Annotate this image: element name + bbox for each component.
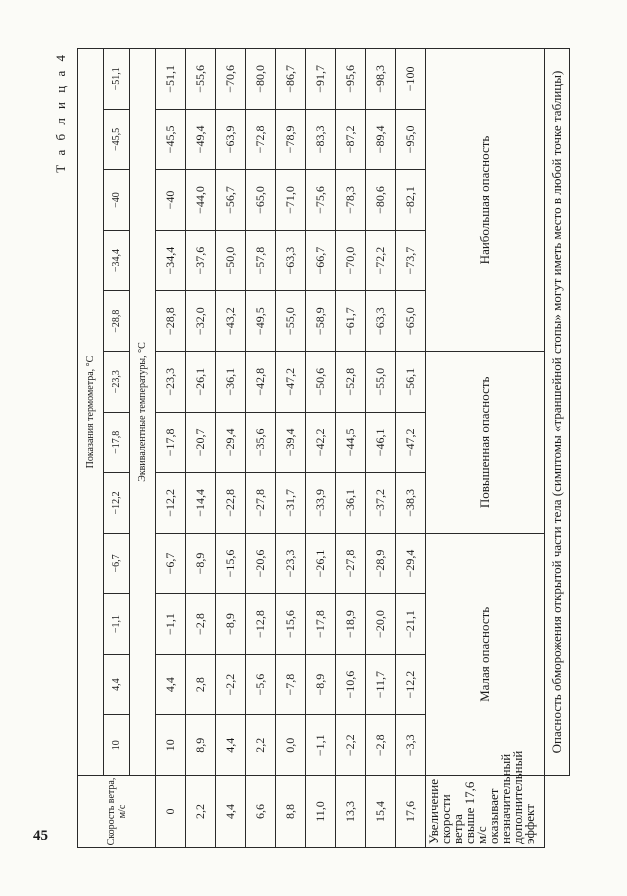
equivalent-temp-cell: −2,8 xyxy=(186,594,216,655)
equivalent-temp-cell: −37,2 xyxy=(366,473,396,534)
equivalent-temp-cell: −6,7 xyxy=(156,533,186,594)
equivalent-temp-cell: −80,0 xyxy=(246,49,276,110)
equivalent-temp-cell: −17,8 xyxy=(156,412,186,473)
equivalent-temp-cell: −51,1 xyxy=(156,49,186,110)
thermometer-header: Показания термометра, °С xyxy=(78,49,104,776)
equivalent-temp-cell: −91,7 xyxy=(306,49,336,110)
equivalent-temp-cell: −29,4 xyxy=(396,533,426,594)
equivalent-temp-cell: −52,8 xyxy=(336,351,366,412)
equivalent-temp-cell: −56,1 xyxy=(396,351,426,412)
zone-elevated: Повышенная опасность xyxy=(426,351,545,533)
wind-speed-cell: 11,0 xyxy=(306,776,336,848)
equivalent-temp-cell: −29,4 xyxy=(216,412,246,473)
equivalent-temp-cell: −12,8 xyxy=(246,594,276,655)
equivalent-temp-cell: 2,2 xyxy=(246,715,276,776)
equivalent-temp-cell: −83,3 xyxy=(306,109,336,170)
equivalent-temp-cell: −39,4 xyxy=(276,412,306,473)
equivalent-temp-cell: 8,9 xyxy=(186,715,216,776)
equivalent-temp-cell: −14,4 xyxy=(186,473,216,534)
wind-speed-cell: 13,3 xyxy=(336,776,366,848)
wind-speed-cell: 6,6 xyxy=(246,776,276,848)
table-row xyxy=(246,49,276,848)
windchill-table xyxy=(77,48,570,848)
equivalent-temp-cell: −11,7 xyxy=(366,654,396,715)
table-row xyxy=(186,49,216,848)
equivalent-temp-cell: −15,6 xyxy=(276,594,306,655)
equivalent-temp-cell: −72,8 xyxy=(246,109,276,170)
equivalent-temp-cell: −23,3 xyxy=(156,351,186,412)
thermometer-value: −1,1 xyxy=(104,594,130,655)
equivalent-temp-cell: −8,9 xyxy=(216,594,246,655)
thermometer-value: −45,5 xyxy=(104,109,130,170)
equivalent-temp-cell: −80,6 xyxy=(366,170,396,231)
equivalent-temp-cell: −8,9 xyxy=(186,533,216,594)
equivalent-temp-cell: −42,2 xyxy=(306,412,336,473)
table-body xyxy=(156,49,426,848)
equivalent-temp-cell: 0,0 xyxy=(276,715,306,776)
page-number: 45 xyxy=(33,828,48,844)
equivalent-temp-cell: −7,8 xyxy=(276,654,306,715)
equivalent-temp-cell: −50,0 xyxy=(216,230,246,291)
equivalent-temp-cell: −61,7 xyxy=(336,291,366,352)
table-row xyxy=(336,49,366,848)
equivalent-temp-cell: −2,8 xyxy=(366,715,396,776)
wind-speed-cell: 15,4 xyxy=(366,776,396,848)
thermometer-value: 10 xyxy=(104,715,130,776)
thermometer-value: −23,3 xyxy=(104,351,130,412)
equivalent-temp-cell: −55,0 xyxy=(366,351,396,412)
equivalent-temp-cell: −86,7 xyxy=(276,49,306,110)
equivalent-temp-cell: −44,5 xyxy=(336,412,366,473)
equivalent-temp-cell: −23,3 xyxy=(276,533,306,594)
equivalent-temp-cell: −17,8 xyxy=(306,594,336,655)
thermometer-value: 4,4 xyxy=(104,654,130,715)
equivalent-temp-cell: −38,3 xyxy=(396,473,426,534)
thermometer-value: −34,4 xyxy=(104,230,130,291)
thermometer-value: −28,8 xyxy=(104,291,130,352)
wind-note: Увеличение скорости ветра свыше 17,6 м/с оказывает незначительный дополнительный эффект xyxy=(426,776,545,848)
equivalent-temp-cell: 4,4 xyxy=(216,715,246,776)
equivalent-temp-cell: −27,8 xyxy=(336,533,366,594)
equivalent-header: Эквивалентные температуры, °С xyxy=(130,49,156,776)
equivalent-temp-cell: −66,7 xyxy=(306,230,336,291)
equivalent-temp-cell: −22,8 xyxy=(216,473,246,534)
table-row xyxy=(216,49,246,848)
thermometer-value: −40 xyxy=(104,170,130,231)
wind-speed-cell: 4,4 xyxy=(216,776,246,848)
equivalent-temp-cell: −73,7 xyxy=(396,230,426,291)
equivalent-temp-cell: −78,9 xyxy=(276,109,306,170)
equivalent-temp-cell: −63,3 xyxy=(366,291,396,352)
equivalent-temp-cell: −70,6 xyxy=(216,49,246,110)
equivalent-temp-cell: −36,1 xyxy=(216,351,246,412)
equivalent-temp-cell: −72,2 xyxy=(366,230,396,291)
footer-blank xyxy=(545,776,570,848)
thermometer-value: −12,2 xyxy=(104,473,130,534)
wind-speed-cell: 8,8 xyxy=(276,776,306,848)
thermometer-value: −51,1 xyxy=(104,49,130,110)
equivalent-temp-cell: −47,2 xyxy=(276,351,306,412)
equivalent-temp-cell: −57,8 xyxy=(246,230,276,291)
equivalent-temp-cell: −82,1 xyxy=(396,170,426,231)
equivalent-temp-cell: 10 xyxy=(156,715,186,776)
thermometer-values-row xyxy=(104,49,130,848)
equivalent-temp-cell: −42,8 xyxy=(246,351,276,412)
equivalent-temp-cell: −95,0 xyxy=(396,109,426,170)
equivalent-temp-cell: −20,0 xyxy=(366,594,396,655)
equivalent-temp-cell: −18,9 xyxy=(336,594,366,655)
equivalent-temp-cell: −3,3 xyxy=(396,715,426,776)
table-row xyxy=(276,49,306,848)
equivalent-temp-cell: −95,6 xyxy=(336,49,366,110)
equivalent-temp-cell: −12,2 xyxy=(396,654,426,715)
equivalent-temp-cell: −1,1 xyxy=(156,594,186,655)
equivalent-temp-cell: −63,9 xyxy=(216,109,246,170)
equivalent-temp-cell: −55,0 xyxy=(276,291,306,352)
equivalent-temp-cell: −15,6 xyxy=(216,533,246,594)
equivalent-temp-cell: −12,2 xyxy=(156,473,186,534)
footer-note: Опасность обморожения открытой части тела (симптомы «траншейной стопы» могут иметь место в любой точке таблицы) xyxy=(545,49,570,776)
equivalent-temp-cell: −75,6 xyxy=(306,170,336,231)
equivalent-temp-cell: −71,0 xyxy=(276,170,306,231)
equivalent-temp-cell: −49,4 xyxy=(186,109,216,170)
equivalent-temp-cell: −27,8 xyxy=(246,473,276,534)
equivalent-temp-cell: −98,3 xyxy=(366,49,396,110)
equivalent-temp-cell: −78,3 xyxy=(336,170,366,231)
equivalent-temp-cell: −46,1 xyxy=(366,412,396,473)
rotated-page-content xyxy=(53,48,573,848)
wind-speed-header: Скорость ветра, м/с xyxy=(78,776,156,848)
equivalent-temp-cell: −26,1 xyxy=(186,351,216,412)
equivalent-temp-cell: −65,0 xyxy=(246,170,276,231)
equivalent-temp-cell: −32,0 xyxy=(186,291,216,352)
equivalent-temp-cell: 2,8 xyxy=(186,654,216,715)
table-row xyxy=(396,49,426,848)
equivalent-temp-cell: −100 xyxy=(396,49,426,110)
equivalent-temp-cell: −31,7 xyxy=(276,473,306,534)
equivalent-temp-cell: −36,1 xyxy=(336,473,366,534)
equivalent-temp-cell: −8,9 xyxy=(306,654,336,715)
equivalent-temp-cell: −2,2 xyxy=(216,654,246,715)
equivalent-temp-cell: −2,2 xyxy=(336,715,366,776)
wind-speed-cell: 2,2 xyxy=(186,776,216,848)
equivalent-temp-cell: −10,6 xyxy=(336,654,366,715)
equivalent-temp-cell: −47,2 xyxy=(396,412,426,473)
equivalent-temp-cell: −20,6 xyxy=(246,533,276,594)
zone-low: Малая опасность xyxy=(426,533,545,775)
equivalent-temp-cell: −65,0 xyxy=(396,291,426,352)
equivalent-temp-cell: −40 xyxy=(156,170,186,231)
equivalent-temp-cell: −35,6 xyxy=(246,412,276,473)
equivalent-temp-cell: −49,5 xyxy=(246,291,276,352)
equivalent-temp-cell: −70,0 xyxy=(336,230,366,291)
table-row xyxy=(156,49,186,848)
thermometer-value: −17,8 xyxy=(104,412,130,473)
equivalent-temp-cell: −26,1 xyxy=(306,533,336,594)
wind-speed-cell: 17,6 xyxy=(396,776,426,848)
equivalent-temp-cell: −89,4 xyxy=(366,109,396,170)
equivalent-temp-cell: 4,4 xyxy=(156,654,186,715)
equivalent-temp-cell: −37,6 xyxy=(186,230,216,291)
equivalent-temp-cell: −21,1 xyxy=(396,594,426,655)
equivalent-temp-cell: −28,8 xyxy=(156,291,186,352)
equivalent-temp-cell: −63,3 xyxy=(276,230,306,291)
table-label: Т а б л и ц а 4 xyxy=(53,52,68,173)
table-row xyxy=(306,49,336,848)
equivalent-temp-cell: −58,9 xyxy=(306,291,336,352)
equivalent-temp-cell: −34,4 xyxy=(156,230,186,291)
equivalent-temp-cell: −20,7 xyxy=(186,412,216,473)
equivalent-temp-cell: −43,2 xyxy=(216,291,246,352)
equivalent-temp-cell: −5,6 xyxy=(246,654,276,715)
zone-highest: Наибольшая опасность xyxy=(426,49,545,352)
equivalent-temp-cell: −44,0 xyxy=(186,170,216,231)
equivalent-temp-cell: −1,1 xyxy=(306,715,336,776)
thermometer-value: −6,7 xyxy=(104,533,130,594)
wind-speed-cell: 0 xyxy=(156,776,186,848)
equivalent-temp-cell: −33,9 xyxy=(306,473,336,534)
equivalent-temp-cell: −56,7 xyxy=(216,170,246,231)
equivalent-temp-cell: −55,6 xyxy=(186,49,216,110)
equivalent-temp-cell: −87,2 xyxy=(336,109,366,170)
equivalent-temp-cell: −45,5 xyxy=(156,109,186,170)
table-row xyxy=(366,49,396,848)
equivalent-temp-cell: −50,6 xyxy=(306,351,336,412)
equivalent-temp-cell: −28,9 xyxy=(366,533,396,594)
